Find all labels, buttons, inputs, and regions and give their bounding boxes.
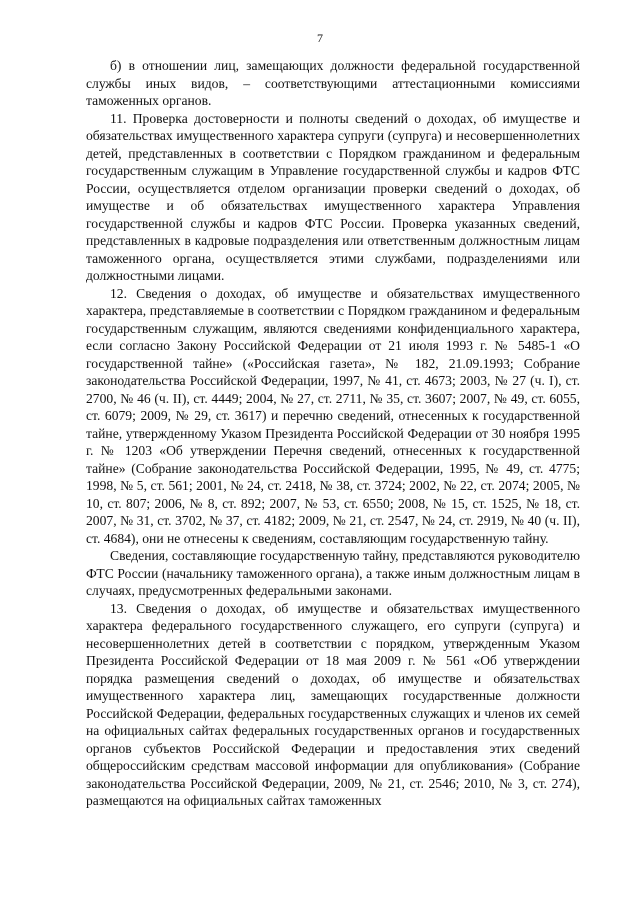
paragraph-12-confidentiality: 12. Сведения о доходах, об имуществе и обязательствах имущественного характера, представляемые в соответствии с Порядком гражданином и федеральным государственным служащим, являются сведениями конфиденциального характера, если согласно Закону Российской Федерации от 21 июля 1993 г. № 5485-1 «О государственной тайне» («Российская газета», № 182, 21.09.1993; Собрание законодательства Российской Федерации, 1997, № 41, ст. 4673; 2003, № 27 (ч. I), ст. 2700, № 46 (ч. II), ст. 4449; 2004, № 27, ст. 2711, № 35, ст. 3607; 2007, № 49, ст. 6055, ст. 6079; 2009, № 29, ст. 3617) и перечню сведений, отнесенных к государственной тайне, утвержденному Указом Президента Российской Федерации от 30 ноября 1995 г. № 1203 «Об утверждении Перечня сведений, отнесенных к государственной тайне» (Собрание законодательства Российской Федерации, 1995, № 49, ст. 4775; 1998, № 5, ст. 561; 2001, № 24, ст. 2418, № 38, ст. 3724; 2002, № 22, ст. 2074; 2005, № 10, ст. 807; 2006, № 8, ст. 892; 2007, № 53, ст. 6550; 2008, № 15, ст. 1525, № 18, ст. 2007, № 31, ст. 3702, № 37, ст. 4182; 2009, № 21, ст. 2547, № 24, ст. 2919, № 40 (ч. II), ст. 4684), они не отнесены к сведениям, составляющим государственную тайну. [86, 285, 580, 546]
paragraph-11-verification: 11. Проверка достоверности и полноты сведений о доходах, об имуществе и обязательствах имущественного характера супруги (супруга) и несовершеннолетних детей, представленных в соответствии с Порядком гражданином и федеральным государственным служащим в Управление государственной службы и кадров ФТС России, осуществляется отделом организации проверки сведений о доходах, об имуществе и об обязательствах имущественного характера Управления государственной службы и кадров ФТС России. Проверка указанных сведений, представленных в кадровые подразделения или ответственным должностным лицам таможенного органа, осуществляется этими службами, подразделениями или должностными лицами. [86, 110, 580, 283]
paragraph-state-secret-disclosure: Сведения, составляющие государственную тайну, представляются руководителю ФТС России (начальнику таможенного органа), а также иным должностным лицам в случаях, предусмотренных федеральными законами. [86, 548, 580, 598]
page-number: 7 [317, 31, 323, 45]
paragraph-b-attestation-commissions: б) в отношении лиц, замещающих должности федеральной государственной службы иных видов, – соответствующими аттестационными комиссиями таможенных органов. [86, 58, 580, 108]
document-body [86, 57, 580, 810]
paragraph-13-publication: 13. Сведения о доходах, об имуществе и обязательствах имущественного характера федерального государственного служащего, его супруги (супруга) и несовершеннолетних детей в соответствии с порядком, утвержденным Указом Президента Российской Федерации от 18 мая 2009 г. № 561 «Об утверждении порядка размещения сведений о доходах, об имуществе и обязательствах имущественного характера лиц, замещающих государственные должности Российской Федерации, федеральных государственных служащих и членов их семей на официальных сайтах федеральных государственных органов и государственных органов субъектов Российской Федерации и предоставления этих сведений общероссийским средствам массовой информации для опубликования» (Собрание законодательства Российской Федерации, 2009, № 21, ст. 2546; 2010, № 3, ст. 274), размещаются на официальных сайтах таможенных [86, 600, 580, 808]
